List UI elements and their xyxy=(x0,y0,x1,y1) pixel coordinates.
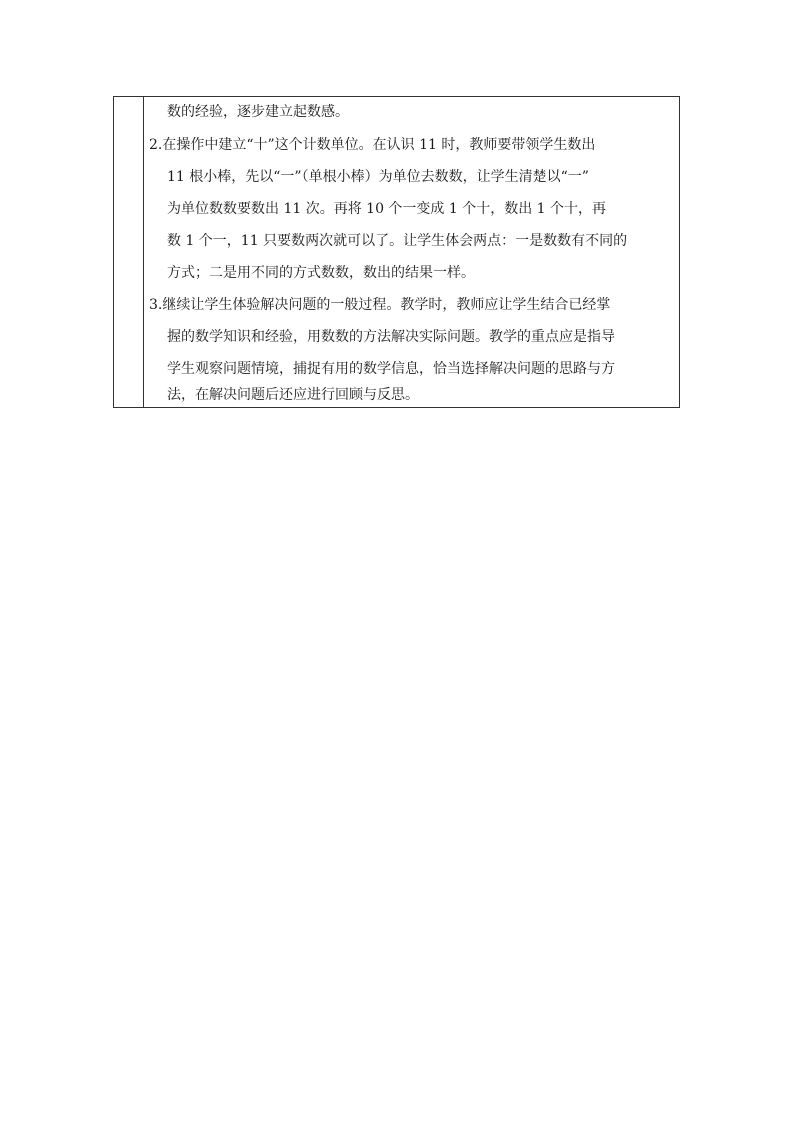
list-item-3: 3.继续让学生体验解决问题的一般过程。教学时，教师应让学生结合已经掌 xyxy=(149,297,611,313)
text-line: 握的数学知识和经验，用数数的方法解决实际问题。教学的重点应是指导 xyxy=(167,329,615,345)
text-line: 数 1 个一，11 只要数两次就可以了。让学生体会两点：一是数数有不同的 xyxy=(167,233,628,249)
text-line: 数的经验，逐步建立起数感。 xyxy=(167,104,349,120)
text-line: 方式；二是用不同的方式数数，数出的结果一样。 xyxy=(167,265,475,281)
text-line: 为单位数数要数出 11 次。再将 10 个一变成 1 个十，数出 1 个十，再 xyxy=(167,201,607,217)
table-content-cell xyxy=(145,97,679,407)
table-left-column xyxy=(114,97,144,407)
text-line: 法，在解决问题后还应进行回顾与反思。 xyxy=(167,387,419,403)
text-line: 学生观察问题情境，捕捉有用的数学信息，恰当选择解决问题的思路与方 xyxy=(167,361,615,377)
list-item-2: 2.在操作中建立“十”这个计数单位。在认识 11 时，教师要带领学生数出 xyxy=(149,137,596,153)
text-line: 11 根小棒，先以“一”（单根小棒）为单位去数数，让学生清楚以“一” xyxy=(167,169,589,185)
content-table xyxy=(113,96,680,408)
